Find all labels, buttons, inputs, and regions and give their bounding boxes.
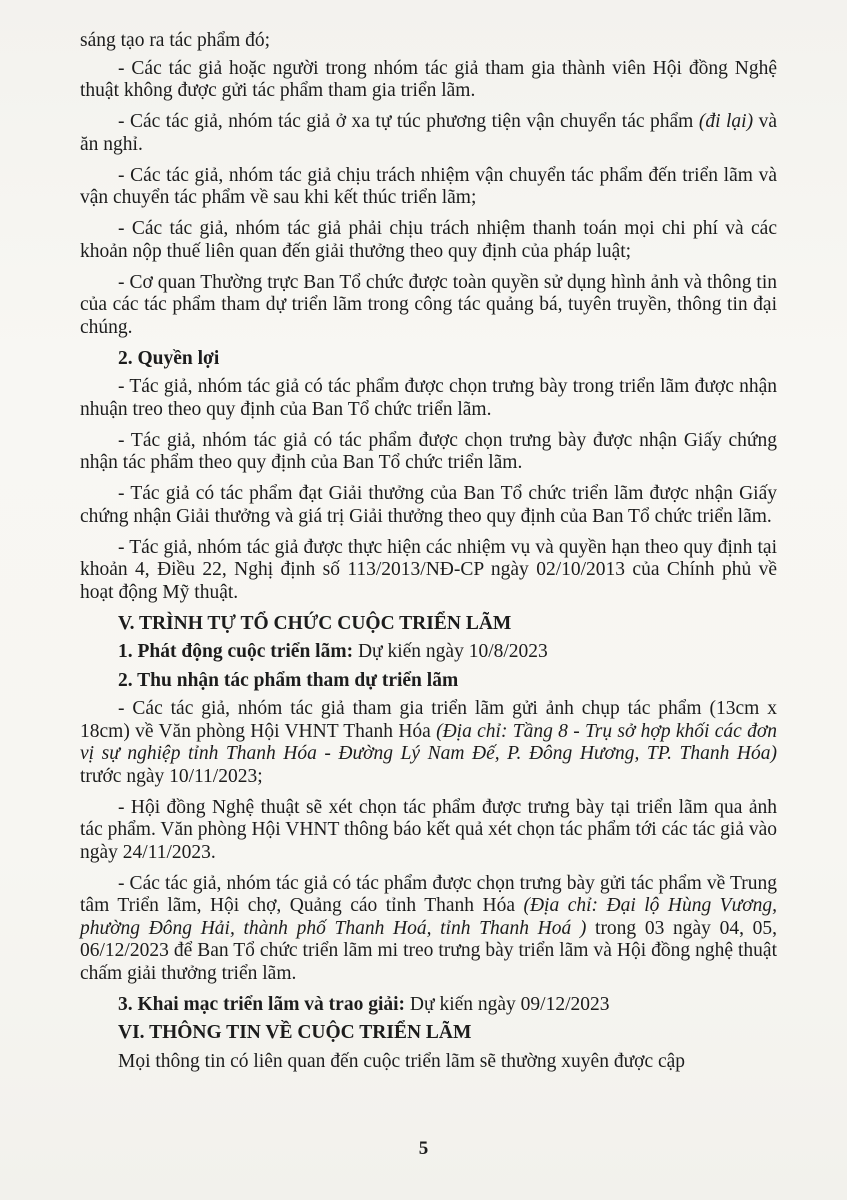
paragraph-self-transport: - Các tác giả, nhóm tác giả ở xa tự túc phương tiện vận chuyển tác phẩm (đi lại) và ăn nghỉ. (80, 111, 777, 155)
paragraph-selection: - Hội đồng Nghệ thuật sẽ xét chọn tác phẩm được trưng bày tại triển lãm qua ảnh tác phẩm. Văn phòng Hội VHNT thông báo kết quả xét chọn tác phẩm tới các tác giả vào ngày 24/11/2023. (80, 796, 777, 863)
document-body (80, 30, 777, 1082)
heading-section-v: V. TRÌNH TỰ TỔ CHỨC CUỘC TRIỂN LÃM (118, 612, 512, 634)
paragraph-information: Mọi thông tin có liên quan đến cuộc triển lãm sẽ thường xuyên được cập (118, 1050, 686, 1072)
paragraph-certificate: - Tác giả, nhóm tác giả có tác phẩm được chọn trưng bày được nhận Giấy chứng nhận tác phẩm theo quy định của Ban Tổ chức triển lãm. (80, 429, 777, 473)
paragraph-duties-and-rights: - Tác giả, nhóm tác giả được thực hiện các nhiệm vụ và quyền hạn theo quy định tại khoản 4, Điều 22, Nghị định số 113/2013/NĐ-CP ngày 02/10/2013 của Chính phủ về hoạt động Mỹ thuật. (80, 536, 777, 603)
heading-receive-works: 2. Thu nhận tác phẩm tham dự triển lãm (118, 669, 459, 691)
paragraph-continuation: sáng tạo ra tác phẩm đó; (80, 30, 271, 51)
paragraph-send-photos: - Các tác giả, nhóm tác giả tham gia triển lãm gửi ảnh chụp tác phẩm (13cm x 18cm) về Văn phòng Hội VHNT Thanh Hóa (Địa chỉ: Tầng 8 - Trụ sở hợp khối các đơn vị sự nghiệp tỉnh Thanh Hóa - Đường Lý Nam Đế, P. Đông Hương, TP. Thanh Hóa) trước ngày 10/11/2023; (80, 698, 777, 787)
paragraph-transport-responsibility: - Các tác giả, nhóm tác giả chịu trách nhiệm vận chuyển tác phẩm đến triển lãm và vận chuyển tác phẩm về sau khi kết thúc triển lãm; (80, 164, 777, 208)
paragraph-send-works: - Các tác giả, nhóm tác giả có tác phẩm được chọn trưng bày gửi tác phẩm về Trung tâm Triển lãm, Hội chợ, Quảng cáo tỉnh Thanh Hóa (Địa chỉ: Đại lộ Hùng Vương, phường Đông Hải, thành phố Thanh Hoá, tỉnh Thanh Hoá ) trong 03 ngày 04, 05, 06/12/2023 để Ban Tổ chức triển lãm mi treo trưng bày triển lãm và Hội đồng nghệ thuật chấm giải thưởng triển lãm. (80, 872, 777, 984)
paragraph-award-certificate: - Tác giả có tác phẩm đạt Giải thưởng của Ban Tổ chức triển lãm được nhận Giấy chứng nhận Giải thưởng và giá trị Giải thưởng theo quy định của Ban Tổ chức triển lãm. (80, 483, 777, 527)
paragraph-opening: 3. Khai mạc triển lãm và trao giải: Dự kiến ngày 09/12/2023 (118, 993, 610, 1015)
paragraph-fees-and-taxes: - Các tác giả, nhóm tác giả phải chịu trách nhiệm thanh toán mọi chi phí và các khoản nộp thuế liên quan đến giải thưởng theo quy định của pháp luật; (80, 218, 777, 262)
paragraph-image-usage-rights: - Cơ quan Thường trực Ban Tổ chức được toàn quyền sử dụng hình ảnh và thông tin của các tác phẩm tham dự triển lãm trong công tác quảng bá, tuyên truyền, thông tin đại chúng. (80, 271, 777, 338)
paragraph-launch: 1. Phát động cuộc triển lãm: Dự kiến ngày 10/8/2023 (118, 641, 548, 662)
paragraph-no-council-members: - Các tác giả hoặc người trong nhóm tác giả tham gia thành viên Hội đồng Nghệ thuật không được gửi tác phẩm tham gia triển lãm. (80, 57, 777, 101)
heading-section-vi: VI. THÔNG TIN VỀ CUỘC TRIỂN LÃM (118, 1022, 472, 1043)
paragraph-hanging-fee: - Tác giả, nhóm tác giả có tác phẩm được chọn trưng bày trong triển lãm được nhận nhuận treo theo quy định của Ban Tổ chức triển lãm. (80, 376, 777, 420)
page-number: 5 (418, 1138, 429, 1159)
heading-benefits: 2. Quyền lợi (118, 347, 220, 369)
